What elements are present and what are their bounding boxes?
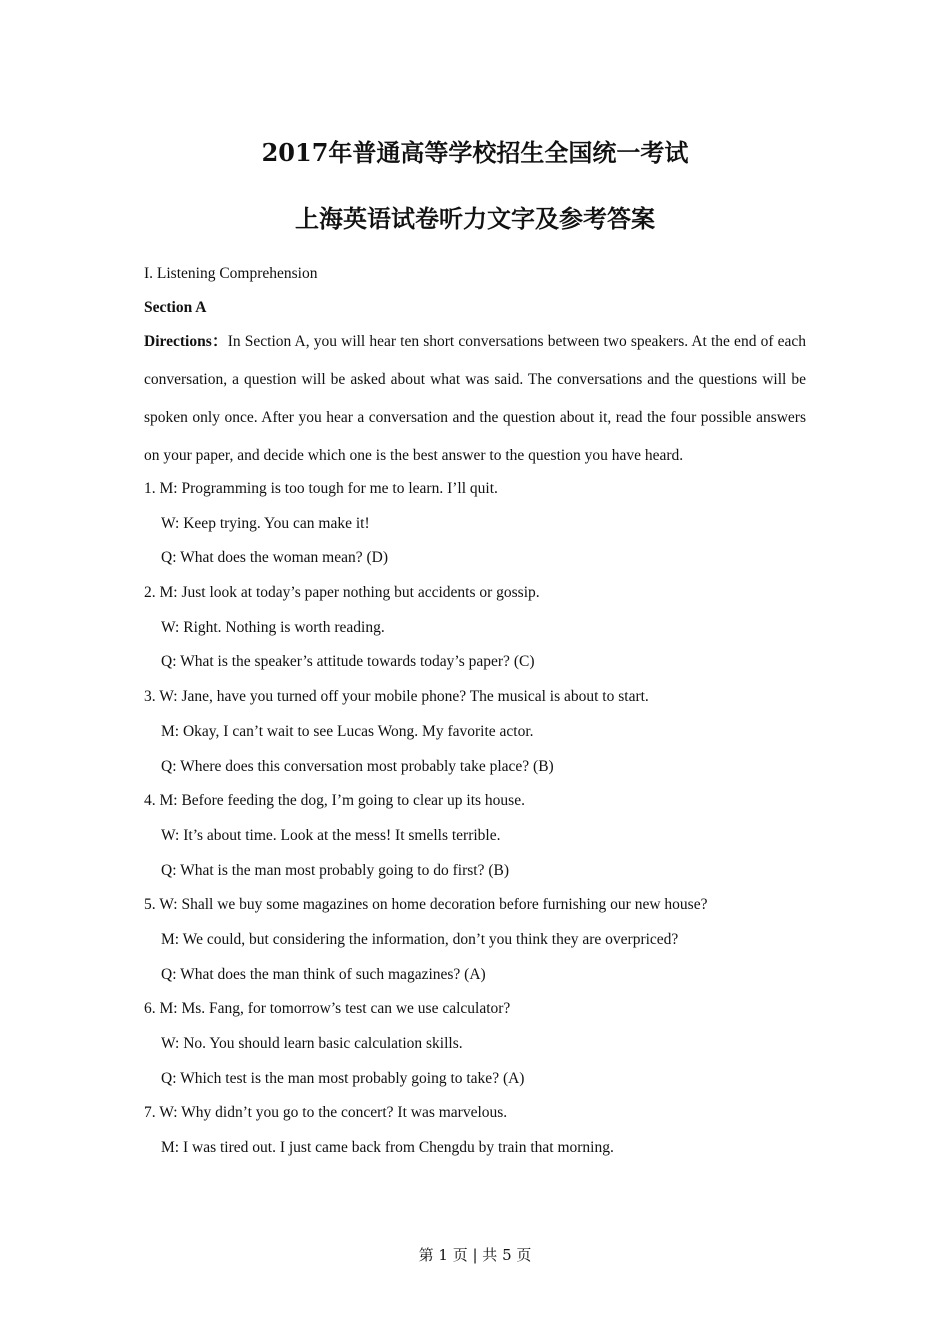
- dialogue-line: Q: Which test is the man most probably going to take? (A): [161, 1069, 525, 1087]
- dialogue-line: Q: What is the man most probably going to do first? (B): [161, 861, 509, 879]
- dialogue-line: 5. W: Shall we buy some magazines on home decoration before furnishing our new house?: [144, 896, 708, 914]
- dialogue-line: Q: Where does this conversation most probably take place? (B): [161, 757, 554, 775]
- dialogue-line: M: I was tired out. I just came back from Chengdu by train that morning.: [161, 1139, 614, 1157]
- dialogue-line: 2. M: Just look at today’s paper nothing but accidents or gossip.: [144, 584, 540, 602]
- dialogue-line: 3. W: Jane, have you turned off your mobile phone? The musical is about to start.: [144, 688, 649, 706]
- dialogue-line: Q: What does the man think of such magazines? (A): [161, 965, 486, 983]
- dialogue-line: 6. M: Ms. Fang, for tomorrow’s test can we use calculator?: [144, 1000, 511, 1018]
- document-title-line-1: 2017年普通高等学校招生全国统一考试: [261, 138, 689, 167]
- dialogue-line: M: We could, but considering the information, don’t you think they are overpriced?: [161, 930, 679, 948]
- dialogue-line: W: It’s about time. Look at the mess! It smells terrible.: [161, 826, 501, 844]
- dialogue-line: W: Keep trying. You can make it!: [161, 514, 370, 532]
- section-a-heading: Section A: [144, 299, 207, 316]
- dialogue-line: Q: What does the woman mean? (D): [161, 549, 388, 567]
- dialogue-line: 4. M: Before feeding the dog, I’m going to clear up its house.: [144, 792, 525, 810]
- directions-label: Directions：: [144, 333, 228, 350]
- dialogue-line: W: No. You should learn basic calculation skills.: [161, 1035, 463, 1052]
- dialogue-line: 7. W: Why didn’t you go to the concert? It was marvelous.: [144, 1104, 508, 1122]
- dialogue-line: Q: What is the speaker’s attitude towards today’s paper? (C): [161, 653, 535, 671]
- dialogue-line: W: Right. Nothing is worth reading.: [161, 618, 385, 636]
- directions-text: In Section A, you will hear ten short conversations between two speakers. At the end of each conversation, a question will be asked about what was said. The conversations and the questions will be spoken only once. After you hear a conversation and the question about it, read the four possible answers on your paper, and decide which one is the best answer to the question you have heard.: [144, 333, 806, 464]
- part-heading: I. Listening Comprehension: [144, 265, 318, 282]
- dialogue-list: [144, 477, 806, 1171]
- dialogue-line: 1. M: Programming is too tough for me to learn. I’ll quit.: [144, 480, 498, 497]
- directions-paragraph: [144, 323, 806, 475]
- document-body: [144, 262, 806, 1171]
- document-title-line-2: 上海英语试卷听力文字及参考答案: [295, 204, 655, 233]
- page-footer: 第 1 页 | 共 5 页: [418, 1246, 532, 1264]
- dialogue-line: M: Okay, I can’t wait to see Lucas Wong. My favorite actor.: [161, 722, 534, 740]
